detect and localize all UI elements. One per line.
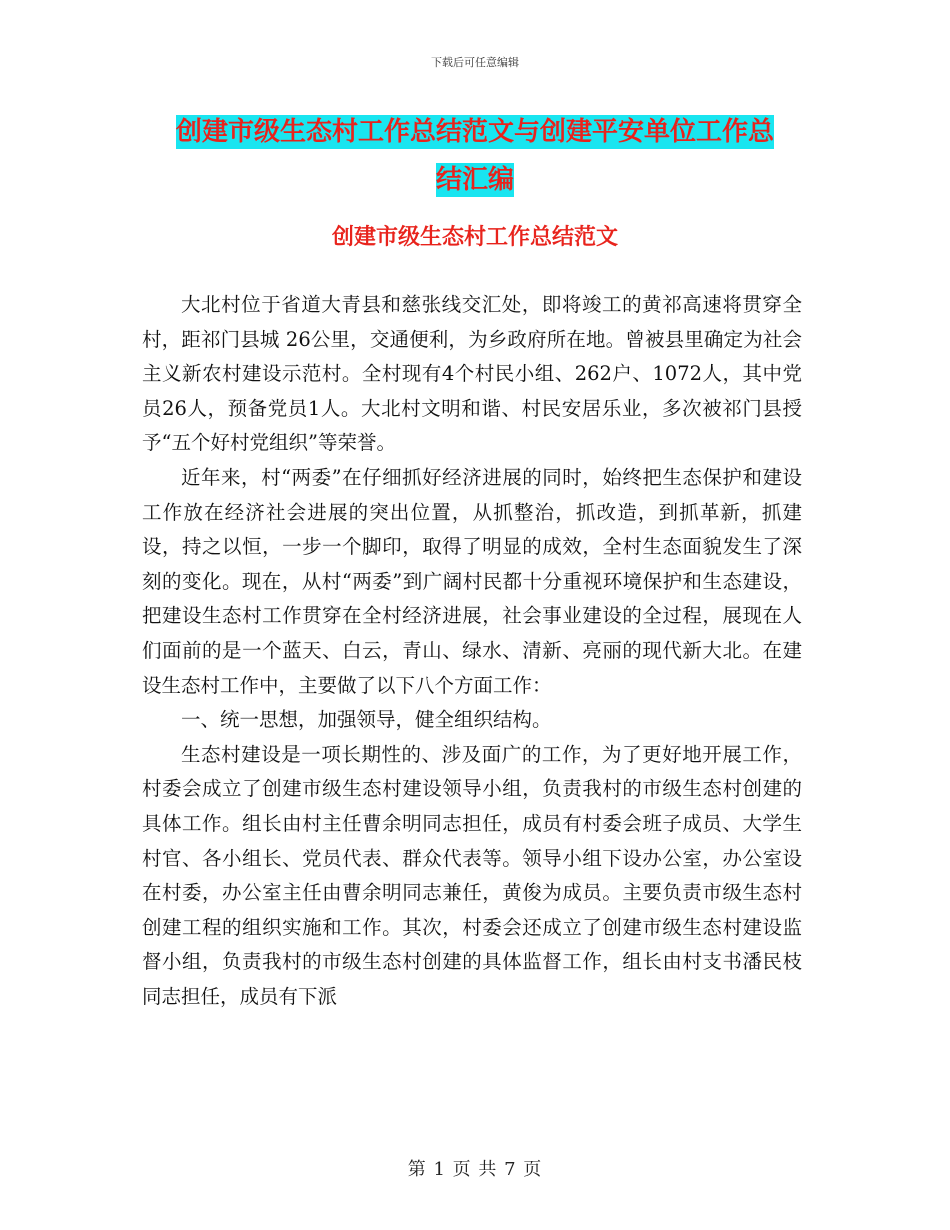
document-title-line-2: 结汇编: [435, 165, 514, 195]
section-title: 创建市级生态村工作总结范文: [331, 225, 618, 250]
document-title: [0, 108, 950, 204]
header-note: 下载后可任意编辑: [431, 56, 519, 69]
paragraph-intro: 大北村位于省道大青县和慈张线交汇处，即将竣工的黄祁高速将贯穿全村，距祁门县城 26公里，交通便利，为乡政府所在地。曾被县里确定为社会主义新农村建设示范村。全村现有4个村民小组、262户、1072人，其中党员26人，预备党员1人。大北村文明和谐、村民安居乐业，多次被祁门县授予“五个好村党组织”等荣誉。: [142, 293, 802, 455]
body-text: [142, 288, 802, 1014]
paragraph-organization: 生态村建设是一项长期性的、涉及面广的工作，为了更好地开展工作，村委会成立了创建市级生态村建设领导小组，负责我村的市级生态村创建的具体工作。组长由村主任曹余明同志担任，成员有村委会班子成员、大学生村官、各小组长、党员代表、群众代表等。领导小组下设办公室，办公室设在村委，办公室主任由曹余明同志兼任，黄俊为成员。主要负责市级生态村创建工程的组织实施和工作。其次，村委会还成立了创建市级生态村建设监督小组，负责我村的市级生态村创建的具体监督工作，组长由村支书潘民枝同志担任，成员有下派: [142, 742, 802, 1008]
page-number: 第 1 页 共 7 页: [407, 1159, 543, 1180]
document-title-line-1: 创建市级生态村工作总结范文与创建平安单位工作总: [175, 117, 774, 147]
paragraph-heading-one: 一、统一思想，加强领导，健全组织结构。: [181, 708, 552, 732]
paragraph-recent-years: 近年来，村“两委”在仔细抓好经济进展的同时，始终把生态保护和建设工作放在经济社会进展的突出位置，从抓整治，抓改造，到抓革新，抓建设，持之以恒，一步一个脚印，取得了明显的成效，全村生态面貌发生了深刻的变化。现在，从村“两委”到广阔村民都十分重视环境保护和生态建设，把建设生态村工作贯穿在全村经济进展，社会事业建设的全过程，展现在人们面前的是一个蓝天、白云，青山、绿水、清新、亮丽的现代新大北。在建设生态村工作中，主要做了以下八个方面工作：: [142, 465, 802, 697]
